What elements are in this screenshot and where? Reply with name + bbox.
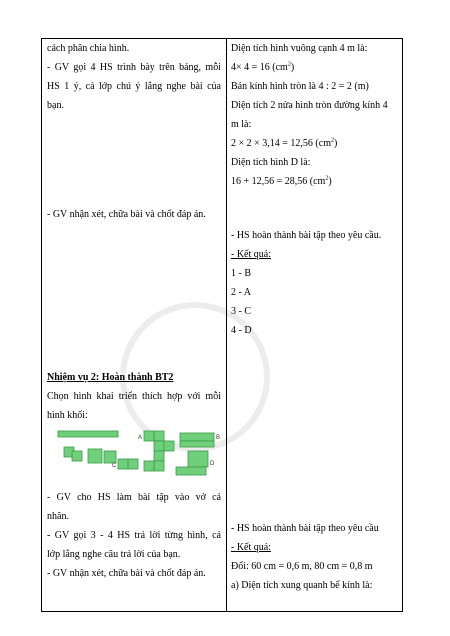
- right-text-line: - HS hoàn thành bài tập theo yêu cầu: [231, 523, 379, 534]
- result-heading: - Kết quả:: [231, 249, 271, 260]
- answer-item: 1 - B: [231, 268, 251, 279]
- net-shape: [176, 467, 206, 475]
- left-text-line: lớp lắng nghe câu trả lời của bạn.: [47, 549, 181, 560]
- right-text-line: 2 × 2 × 3,14 = 12,56 $(cm^2)$: [231, 137, 338, 149]
- lesson-table: [41, 38, 403, 612]
- right-text-line: 4× 4 = 16 $(cm^2)$: [231, 61, 295, 73]
- net-shape: [188, 451, 208, 467]
- net-shapes-figure: [52, 429, 222, 481]
- net-shape: [154, 451, 164, 461]
- right-text-line: Diện tích hình vuông cạnh 4 m là:: [231, 43, 368, 54]
- right-text-line: Đổi: 60 cm = 0,6 m, 80 cm = 0,8 m: [231, 561, 373, 572]
- left-text-line: cách phân chia hình.: [47, 43, 130, 54]
- net-shape: [154, 441, 164, 451]
- solid-shape: [72, 451, 82, 461]
- net-shape: [118, 459, 128, 469]
- left-text-line: bạn.: [47, 100, 64, 111]
- answer-item: 3 - C: [231, 306, 251, 317]
- figure-label: D: [210, 461, 215, 467]
- answer-item: 4 - D: [231, 325, 252, 336]
- answer-item: 2 - A: [231, 287, 251, 298]
- right-text-line: Diện tích 2 nửa hình tròn đường kính 4: [231, 100, 388, 111]
- net-shape: [128, 459, 138, 469]
- left-text-line: - GV cho HS làm bài tập vào vở cá: [47, 492, 221, 503]
- left-text-line: HS 1 ý, cả lớp chú ý lắng nghe bài của: [47, 81, 221, 92]
- net-shape: [164, 441, 174, 451]
- solid-shape: [58, 431, 118, 437]
- left-text-line: nhân.: [47, 511, 69, 522]
- solid-shape: [88, 449, 102, 463]
- net-shape: [180, 433, 214, 441]
- right-text-line: a) Diện tích xung quanh bể kính là:: [231, 580, 373, 591]
- column-divider: [226, 39, 227, 611]
- figure-label: C: [112, 463, 117, 469]
- figure-label: A: [138, 435, 143, 441]
- right-text-line: Diện tích hình D là:: [231, 157, 311, 168]
- left-text-line: - GV nhận xét, chữa bài và chốt đáp án.: [47, 568, 206, 579]
- left-text-line: Chọn hình khai triển thích hợp với mỗi: [47, 391, 221, 402]
- solid-shape: [104, 451, 116, 463]
- task-title: Nhiệm vụ 2: Hoàn thành BT2: [47, 372, 174, 383]
- right-text-line: - HS hoàn thành bài tập theo yêu cầu.: [231, 230, 382, 241]
- figure-label: B: [216, 435, 221, 441]
- net-shape: [154, 461, 164, 471]
- net-shape: [144, 431, 154, 441]
- right-text-line: 16 + 12,56 = 28,56 $(cm^2)$: [231, 175, 332, 187]
- net-shape: [144, 461, 154, 471]
- left-text-line: hình khối:: [47, 410, 88, 421]
- net-shape: [180, 441, 214, 447]
- left-text-line: - GV gọi 3 - 4 HS trả lời từng hình, cả: [47, 530, 221, 541]
- left-text-line: - GV nhận xét, chữa bài và chốt đáp án.: [47, 209, 206, 220]
- right-text-line: m là:: [231, 119, 252, 130]
- left-text-line: - GV gọi 4 HS trình bày trên bảng, mỗi: [47, 62, 221, 73]
- right-text-line: Bán kính hình tròn là 4 : 2 = 2 (m): [231, 81, 369, 92]
- result-heading: - Kết quả:: [231, 542, 271, 553]
- net-shape: [154, 431, 164, 441]
